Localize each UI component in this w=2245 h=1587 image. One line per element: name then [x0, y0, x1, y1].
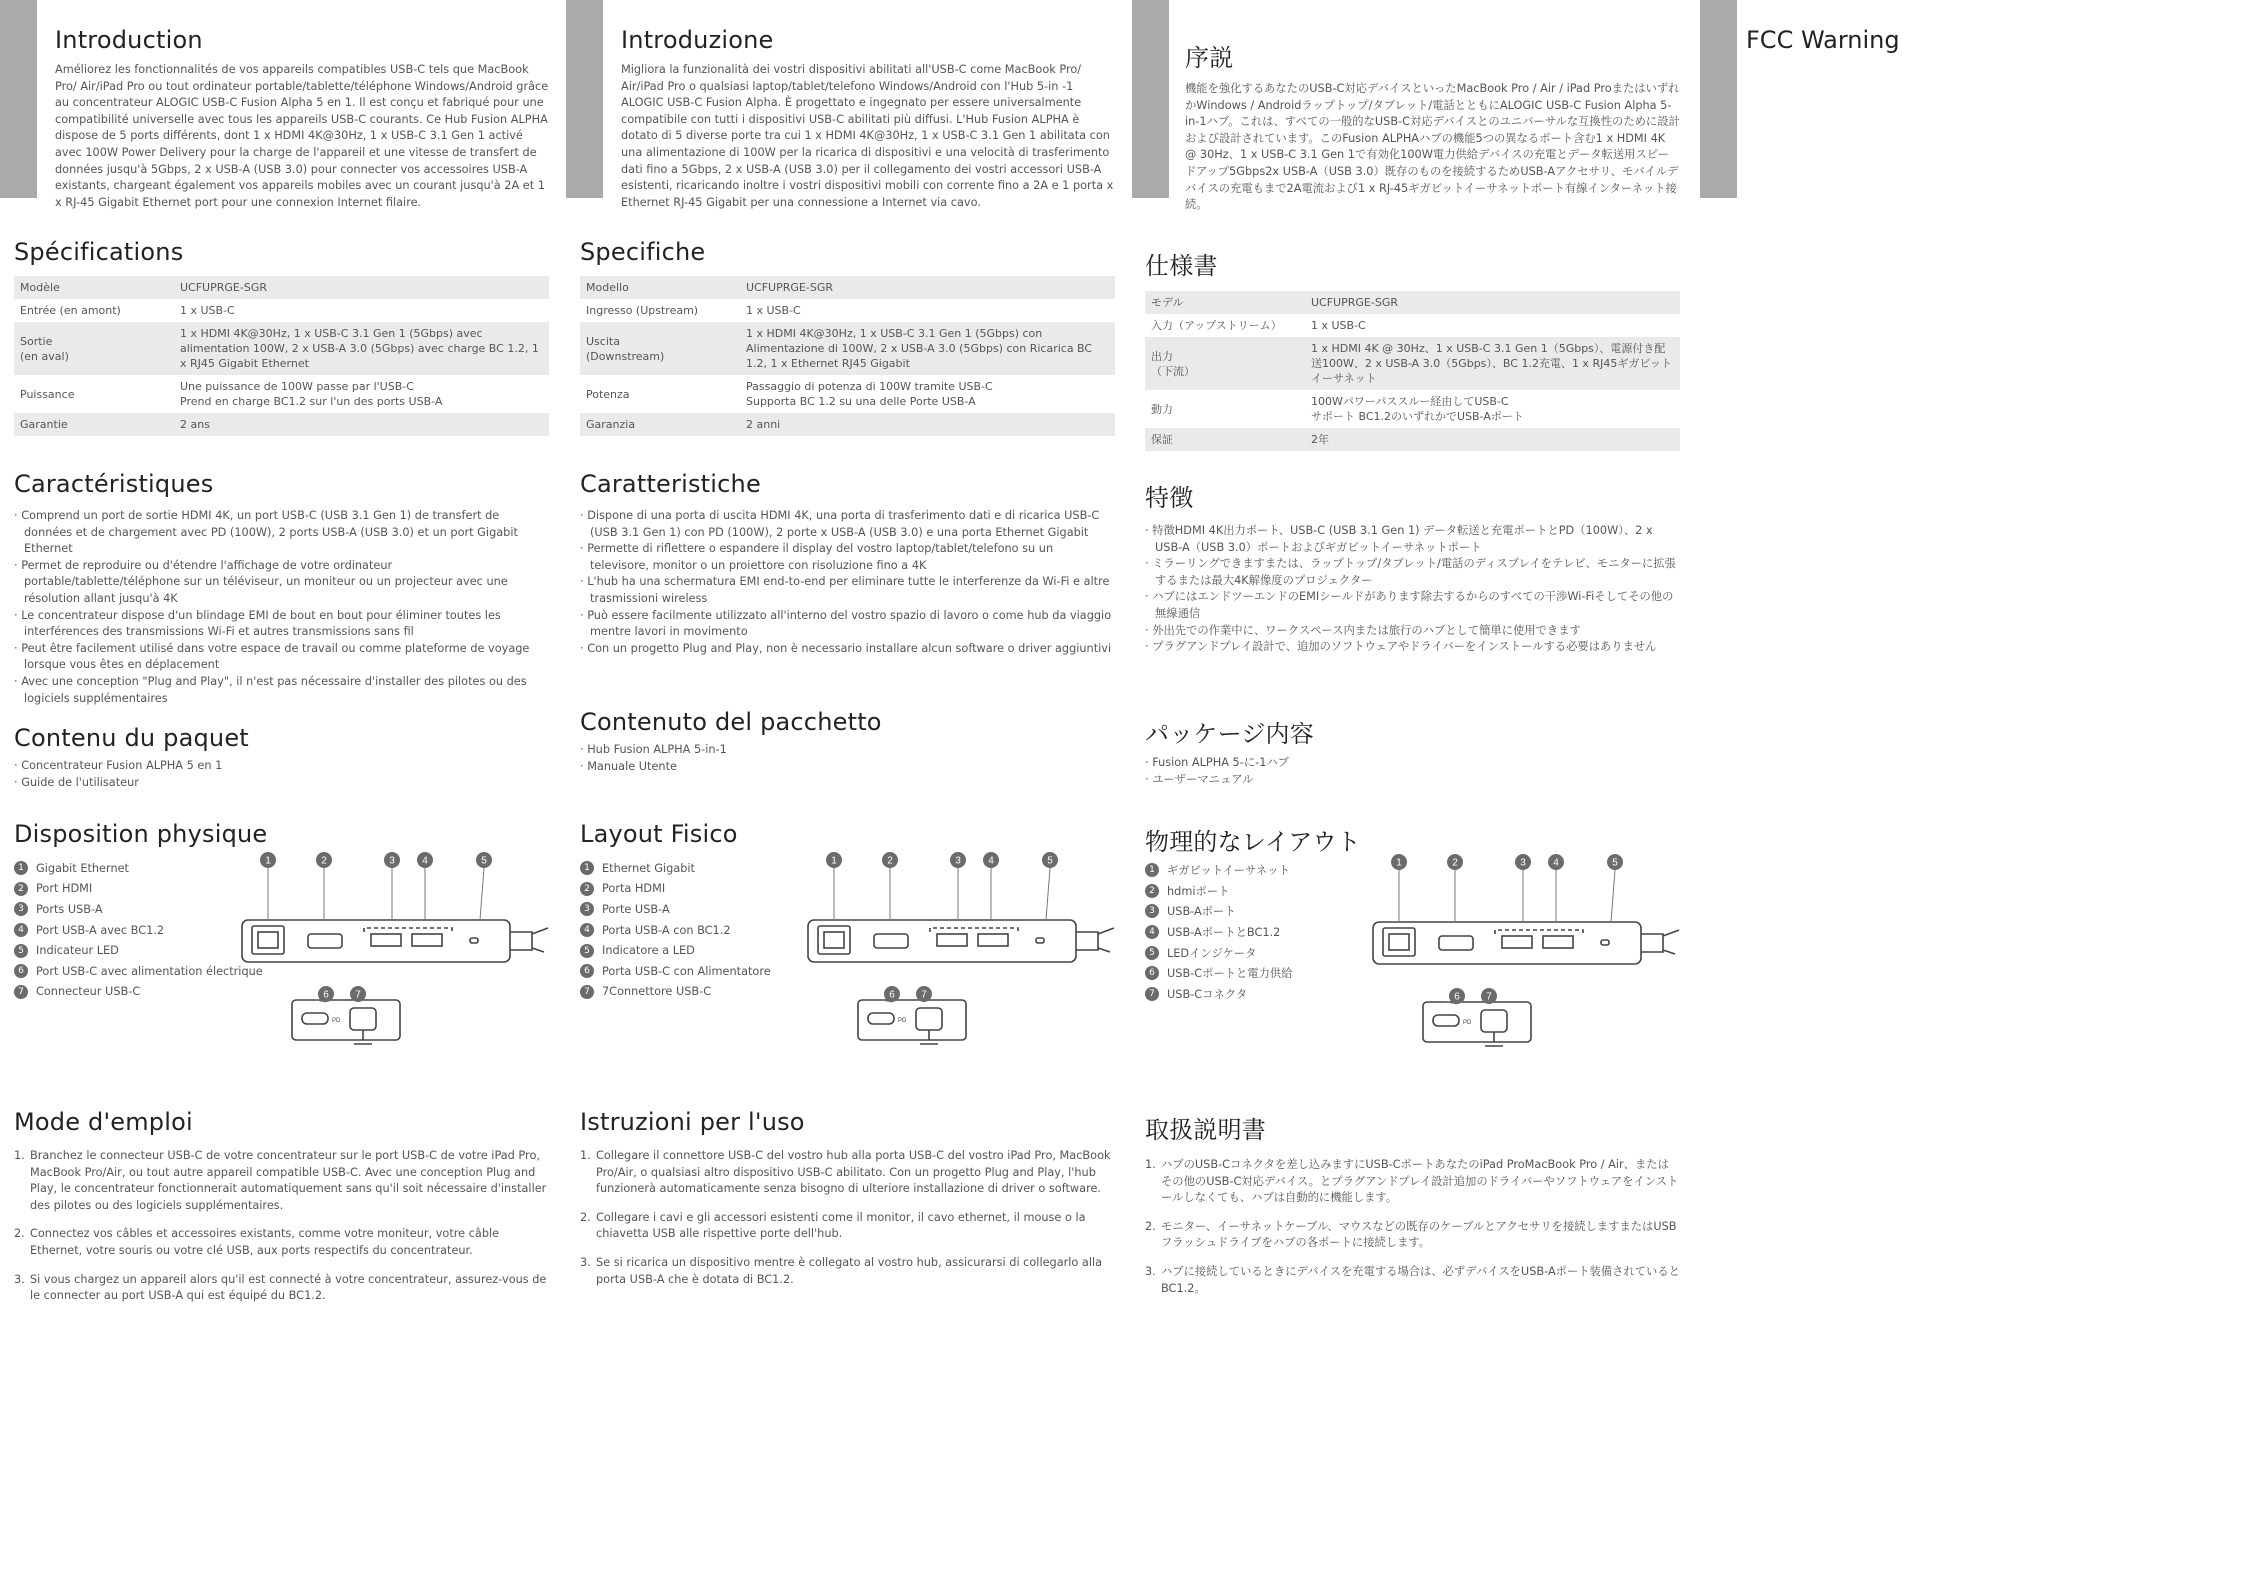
- step-text: Connectez vos câbles et accessoires existants, comme votre moniteur, votre câble Ethernet, votre souris ou votre clé USB, aux ports respectifs du concentrateur.: [30, 1227, 500, 1257]
- callout-number: 6: [1454, 991, 1460, 1003]
- list-item: · Permette di riflettere o espandere il display del vostro laptop/tablet/telefono su un televisore, monitor o un proiettore con risoluzione fino a 4K: [580, 541, 1115, 574]
- step-number: 2.: [580, 1210, 591, 1224]
- usage-title: Istruzioni per l'uso: [580, 1108, 805, 1136]
- spec-row: [14, 276, 549, 299]
- usb-c-cable: [1485, 1032, 1503, 1046]
- cable-line: [1098, 928, 1114, 952]
- list-item: · Permet de reproduire ou d'étendre l'affichage de votre ordinateur portable/tablette/téléphone sur un téléviseur, un moniteur ou un projecteur avec une résolution allant jusqu'à 4K: [14, 558, 549, 608]
- legend-number: 7: [1145, 987, 1159, 1001]
- legend-number: 3: [1145, 904, 1159, 918]
- cable-line: [1663, 930, 1679, 954]
- intro-text: 機能を強化するあなたのUSB-C対応デバイスといったMacBook Pro / Air / iPad ProまたはいずれかWindows / Androidラップトップ/タブレット/電話とともにALOGIC USB-C Fusion Alpha 5-in-1ハブ。これは、すべての一般的なUSB-C対応デバイスとのユニバーサルな互換性のために設計および設計されています。このFusion ALPHAハブの機能5つの異なるポート含む1 x HDMI 4K @ 30Hz、1 x USB-C 3.1 Gen 1で有効化100W電力供給デバイスの充電とデータ転送用スピードアップ5Gbps2x USB-A（USB 3.0）既存のものを接続するためUSB-Aアクセサリ、モバイルデバイスの充電もまで2A電流および1 x RJ-45ギガビットイーサネットポート有線インターネット接続。: [1185, 82, 1680, 212]
- led-indicator: [1036, 938, 1044, 943]
- legend-number: 5: [14, 944, 28, 958]
- legend-number: 4: [580, 923, 594, 937]
- list-item: · Concentrateur Fusion ALPHA 5 en 1: [14, 758, 549, 775]
- cable-line: [532, 928, 548, 952]
- package-title: Contenu du paquet: [14, 724, 249, 752]
- side-bar: [1700, 0, 1737, 198]
- layout-title: Layout Fisico: [580, 820, 738, 848]
- usage-title: 取扱説明書: [1145, 1116, 1266, 1144]
- spec-key: Modèle: [14, 276, 174, 299]
- features-section: [580, 470, 1115, 657]
- spec-key: Sortie (en aval): [14, 322, 174, 375]
- legend-label: Connecteur USB-C: [36, 985, 141, 999]
- usage-step: [1145, 1219, 1680, 1252]
- step-number: 1.: [580, 1149, 591, 1162]
- package-list: [1145, 755, 1680, 788]
- cable-stub: [1076, 932, 1098, 950]
- usage-title: Mode d'emploi: [14, 1108, 193, 1136]
- legend-item: [580, 858, 771, 879]
- callout-number: 7: [1486, 991, 1492, 1003]
- legend-label: Porte USB-A: [602, 902, 670, 916]
- legend-item: [14, 940, 263, 961]
- callout-number: 3: [1520, 857, 1526, 869]
- legend-number: 6: [14, 964, 28, 978]
- intro-text: Migliora la funzionalità dei vostri dispositivi abilitati all'USB-C come MacBook Pro/ Air/iPad Pro o qualsiasi laptop/tablet/telefono Windows/Android con l'Hub 5-in -1 ALOGIC USB-C Fusion Alpha. È progettato e ingegnato per essere universalmente compatibile con tutti i dispositivi USB-C abilitati più diffusi. L'Hub Fusion ALPHA è dotato di 5 diverse porte tra cui 1 x HDMI 4K@30Hz, 1 x USB-C 3.1 Gen 1 abilitata con una alimentazione di 100W per la ricarica di dispositivi e una velocità di trasferimento dati fino a 5Gbps, 2 x USB-A (USB 3.0) per il collegamento dei vostri accessori USB-A esistenti, ricaricando inoltre i vostri dispositivi mobili con corrente fino a 2A e 1 porta x Ethernet RJ-45 Gigabit per una connessione a Internet via cavo.: [621, 63, 1114, 209]
- hub-diagram-svg: [232, 848, 552, 1048]
- usage-steps: [14, 1148, 549, 1305]
- legend-label: ギガビットイーサネット: [1167, 864, 1290, 878]
- legend-number: 2: [580, 882, 594, 896]
- ethernet-port: [818, 926, 850, 954]
- step-text: モニター、イーサネットケーブル、マウスなどの既存のケーブルとアクセサリを接続しますまたはUSBフラッシュドライブをハブの各ポートに接続します。: [1161, 1219, 1677, 1250]
- cable-stub: [510, 932, 532, 950]
- spec-key: 出力 （下流）: [1145, 337, 1305, 390]
- legend-label: USB-Cポートと電力供給: [1167, 967, 1293, 981]
- usb-c-port: [302, 1013, 328, 1024]
- spec-title: Specifiche: [580, 238, 706, 266]
- legend-item: [1145, 881, 1293, 902]
- spec-value: 2 anni: [740, 413, 1115, 436]
- spec-row: [14, 299, 549, 322]
- usage-step: [580, 1210, 1115, 1243]
- usage-step: [1145, 1157, 1680, 1207]
- legend-number: 4: [1145, 925, 1159, 939]
- hub-diagram: [1363, 850, 1683, 1054]
- spec-row: [1145, 428, 1680, 451]
- spec-row: [1145, 314, 1680, 337]
- spec-value: 1 x USB-C: [1311, 319, 1366, 332]
- spec-row: [14, 413, 549, 436]
- usage-step: [14, 1148, 549, 1214]
- legend-number: 1: [1145, 863, 1159, 877]
- ethernet-port: [252, 926, 284, 954]
- hub-side-body: [292, 1000, 400, 1040]
- legend-label: Porta USB-A con BC1.2: [602, 923, 731, 937]
- features-list: [1145, 523, 1680, 656]
- usb-bracket: [1495, 930, 1583, 934]
- spec-row: [580, 299, 1115, 322]
- list-item: · Peut être facilement utilisé dans votre espace de travail ou comme plateforme de voyage lorsque vous êtes en déplacement: [14, 641, 549, 674]
- callout-leader: [1046, 868, 1050, 920]
- legend-label: Ethernet Gigabit: [602, 861, 695, 875]
- features-section: [1145, 478, 1680, 656]
- features-title: Caratteristiche: [580, 470, 761, 498]
- legend-number: 5: [580, 944, 594, 958]
- hub-side-body: [1423, 1002, 1531, 1042]
- usb-a-port: [937, 934, 967, 946]
- legend-item: [1145, 942, 1293, 963]
- led-indicator: [1601, 940, 1609, 945]
- legend-item: [14, 982, 263, 1003]
- spec-value: 2年: [1305, 428, 1680, 451]
- hub-diagram: [232, 848, 552, 1052]
- features-list: [14, 508, 549, 707]
- pd-label: PD: [332, 1018, 341, 1024]
- legend-label: 7Connettore USB-C: [602, 985, 712, 999]
- legend-item: [14, 920, 263, 941]
- list-item: · 外出先での作業中に、ワークスペース内または旅行のハブとして簡単に使用できます: [1145, 623, 1680, 640]
- usb-a-port: [371, 934, 401, 946]
- callout-leader: [1611, 870, 1615, 922]
- spec-row: [580, 322, 1115, 375]
- hdmi-port: [308, 934, 342, 948]
- package-section: [580, 708, 1115, 775]
- package-title: Contenuto del pacchetto: [580, 708, 882, 736]
- hdmi-port: [1439, 936, 1473, 950]
- layout-title: 物理的なレイアウト: [1145, 828, 1361, 856]
- step-number: 3.: [580, 1255, 591, 1269]
- hub-top-view: [808, 920, 1114, 962]
- legend-number: 2: [1145, 884, 1159, 898]
- spec-table: [580, 276, 1115, 436]
- spec-row: [580, 413, 1115, 436]
- step-text: ハブのUSB-Cコネクタを差し込みますにUSB-CポートあなたのiPad ProMacBook Pro / Air、またはその他のUSB-C対応デバイス。とプラグアンドプレイ設計追加のドライバーやソフトウェアをインストールしなくても、ハブは自動的に機能します。: [1161, 1158, 1679, 1205]
- package-list: [14, 758, 549, 791]
- hub-diagram: [798, 848, 1118, 1052]
- fcc-title: FCC Warning: [1746, 26, 1900, 54]
- spec-key: モデル: [1145, 291, 1305, 314]
- pd-label: PD: [898, 1018, 907, 1024]
- callout-number: 2: [887, 855, 893, 867]
- list-item: · ミラーリングできますまたは、ラップトップ/タブレット/電話のディスプレイをテレビ、モニターに拡張するまたは最大4K解像度のプロジェクター: [1145, 556, 1680, 589]
- list-item: · Con un progetto Plug and Play, non è necessario installare alcun software o driver aggiuntivi: [580, 641, 1115, 658]
- spec-key: Potenza: [586, 387, 630, 401]
- legend-label: Port HDMI: [36, 882, 93, 896]
- layout-section: [14, 820, 549, 1040]
- step-number: 2.: [14, 1227, 25, 1241]
- hub-side-view: [858, 1000, 966, 1044]
- legend-number: 4: [14, 923, 28, 937]
- usb-c-port: [868, 1013, 894, 1024]
- spec-title: Spécifications: [14, 238, 184, 266]
- usage-step: [14, 1226, 549, 1259]
- usage-section: [14, 1108, 549, 1317]
- legend-label: Porta USB-C con Alimentatore: [602, 964, 771, 978]
- list-item: · Comprend un port de sortie HDMI 4K, un port USB-C (USB 3.1 Gen 1) de transfert de données et de chargement avec PD (100W), 2 ports USB-A (USB 3.0) et un port Gigabit Ethernet: [14, 508, 549, 558]
- intro-text: Améliorez les fonctionnalités de vos appareils compatibles USB-C tels que MacBook Pro/ Air/iPad Pro ou tout ordinateur portable/tablette/téléphone Windows/Android grâce au concentrateur ALOGIC USB-C Fusion Alpha 5 en 1. Il est conçu et fabriqué pour une compatibilité universelle avec tous les appareils USB-C courants. Ce Hub Fusion ALPHA dispose de 5 ports différents, dont 1 x HDMI 4K@30Hz, 1 x USB-C 3.1 Gen 1 activé avec 100W Power Delivery pour la charge de l'appareil et une vitesse de transfert de données jusqu'à 5Gbps, 2 x USB-A (USB 3.0) pour connecter vos accessoires USB-A existants, chargeant également vos appareils mobiles avec un courant jusqu'à 2A et 1 x RJ-45 Gigabit Ethernet port pour une connexion Internet filaire.: [55, 63, 549, 209]
- step-number: 3.: [1145, 1264, 1156, 1278]
- spec-value: 1 x USB-C: [746, 304, 801, 317]
- list-item: · Manuale Utente: [580, 759, 1115, 776]
- spec-value: 100Wパワーパススルー経由してUSB-C サポート BC1.2のいずれかでUSB-Aポート: [1311, 395, 1524, 423]
- callout-number: 3: [389, 855, 395, 867]
- list-item: · 特徴HDMI 4K出力ポート、USB-C (USB 3.1 Gen 1) データ転送と充電ポートとPD（100W）、2 x USB-A（USB 3.0）ポートおよびギガビットイーサネットポート: [1145, 523, 1680, 556]
- legend-item: [1145, 901, 1293, 922]
- callout-number: 6: [889, 989, 895, 1001]
- features-title: 特徴: [1145, 484, 1194, 512]
- legend-label: Indicatore a LED: [602, 944, 695, 958]
- cable-stub: [1641, 934, 1663, 952]
- spec-key: Garantie: [14, 413, 174, 436]
- legend-item: [580, 961, 771, 982]
- spec-value: UCFUPRGE-SGR: [1305, 291, 1680, 314]
- features-list: [580, 508, 1115, 657]
- layout-legend: [14, 858, 263, 1002]
- legend-number: 7: [580, 985, 594, 999]
- legend-item: [1145, 860, 1293, 881]
- legend-label: Gigabit Ethernet: [36, 861, 129, 875]
- usb-a-port: [1502, 936, 1532, 948]
- spec-section: [580, 238, 1115, 436]
- features-title: Caractéristiques: [14, 470, 214, 498]
- layout-legend: [1145, 860, 1293, 1004]
- step-number: 1.: [1145, 1158, 1156, 1171]
- legend-label: USB-Aポート: [1167, 905, 1236, 919]
- legend-item: [14, 879, 263, 900]
- legend-label: Indicateur LED: [36, 944, 119, 958]
- list-item: · Guide de l'utilisateur: [14, 775, 549, 792]
- legend-item: [580, 940, 771, 961]
- layout-section: [580, 820, 1115, 1040]
- usage-step: [14, 1272, 549, 1305]
- step-text: Collegare i cavi e gli accessori esistenti come il monitor, il cavo ethernet, il mouse o la chiavetta USB alle rispettive porte dell'hub.: [596, 1210, 1086, 1241]
- spec-row: [1145, 291, 1680, 314]
- list-item: · Può essere facilmente utilizzato all'interno del vostro spazio di lavoro o come hub da viaggio mentre lavori in movimento: [580, 608, 1115, 641]
- usage-step: [1145, 1264, 1680, 1297]
- callout-leader: [480, 868, 484, 920]
- side-bar: [566, 0, 603, 198]
- list-item: · ユーザーマニュアル: [1145, 772, 1680, 789]
- legend-label: Ports USB-A: [36, 902, 103, 916]
- hdmi-port: [874, 934, 908, 948]
- step-number: 2.: [1145, 1219, 1156, 1233]
- spec-row: [1145, 390, 1680, 428]
- spec-key: 動力: [1151, 402, 1173, 416]
- usb-a-bc-port: [1543, 936, 1573, 948]
- hub-side-view: [292, 1000, 400, 1044]
- usb-a-bc-port: [412, 934, 442, 946]
- legend-number: 1: [14, 861, 28, 875]
- step-text: Se si ricarica un dispositivo mentre è collegato al vostro hub, assicurarsi di collegarlo alla porta USB-A che è dotata di BC1.2.: [596, 1255, 1103, 1286]
- usb-bracket: [364, 928, 452, 932]
- usb-a-bc-port: [978, 934, 1008, 946]
- callout-number: 5: [481, 855, 487, 867]
- usb-c-cable: [354, 1030, 372, 1044]
- pd-label: PD: [1463, 1020, 1472, 1026]
- usb-c-connector: [350, 1008, 376, 1030]
- intro-title: Introduzione: [621, 26, 774, 54]
- callout-number: 2: [321, 855, 327, 867]
- spec-key: Entrée (en amont): [20, 304, 121, 317]
- layout-section: [1145, 822, 1680, 1042]
- list-item: · Hub Fusion ALPHA 5-in-1: [580, 742, 1115, 759]
- legend-label: Port USB-C avec alimentation électrique: [36, 964, 263, 978]
- legend-item: [580, 899, 771, 920]
- ethernet-port-inner: [1389, 934, 1409, 950]
- spec-value: Passaggio di potenza di 100W tramite USB-C Supporta BC 1.2 su una delle Porte USB-A: [746, 380, 993, 408]
- callout-number: 5: [1047, 855, 1053, 867]
- usb-c-connector: [1481, 1010, 1507, 1032]
- callout-number: 4: [1553, 857, 1559, 869]
- callout-number: 1: [831, 855, 837, 867]
- spec-row: [580, 375, 1115, 413]
- spec-value: UCFUPRGE-SGR: [174, 276, 549, 299]
- spec-row: [580, 276, 1115, 299]
- legend-item: [1145, 963, 1293, 984]
- hub-top-view: [1373, 922, 1679, 964]
- spec-key: Uscita (Downstream): [580, 322, 740, 375]
- usb-c-port: [1433, 1015, 1459, 1026]
- spec-key: Ingresso (Upstream): [586, 304, 699, 317]
- spec-key: 保証: [1145, 428, 1305, 451]
- callout-number: 4: [988, 855, 994, 867]
- features-section: [14, 470, 549, 707]
- ethernet-port-inner: [258, 932, 278, 948]
- legend-number: 5: [1145, 946, 1159, 960]
- spec-table: [1145, 291, 1680, 451]
- callout-number: 1: [265, 855, 271, 867]
- list-item: · L'hub ha una schermatura EMI end-to-end per eliminare tutte le interferenze da Wi-Fi e altre trasmissioni wireless: [580, 574, 1115, 607]
- usb-c-cable: [920, 1030, 938, 1044]
- spec-value: 1 x HDMI 4K @ 30Hz、1 x USB-C 3.1 Gen 1（5Gbps）、電源付き配送100W、2 x USB-A 3.0（5Gbps）、BC 1.2充電、1 x RJ45ギガビットイーサネット: [1305, 337, 1680, 390]
- legend-label: USB-Cコネクタ: [1167, 987, 1248, 1001]
- legend-label: LEDインジケータ: [1167, 946, 1257, 960]
- usage-section: [580, 1108, 1115, 1300]
- spec-row: [14, 322, 549, 375]
- legend-number: 3: [580, 902, 594, 916]
- list-item: · Avec une conception "Plug and Play", il n'est pas nécessaire d'installer des pilotes ou des logiciels supplémentaires: [14, 674, 549, 707]
- legend-item: [14, 961, 263, 982]
- callout-number: 2: [1452, 857, 1458, 869]
- legend-number: 6: [1145, 966, 1159, 980]
- spec-key: Garanzia: [580, 413, 740, 436]
- legend-item: [580, 982, 771, 1003]
- led-indicator: [470, 938, 478, 943]
- spec-value: Une puissance de 100W passe par l'USB-C Prend en charge BC1.2 sur l'un des ports USB-A: [180, 380, 443, 408]
- usb-c-connector: [916, 1008, 942, 1030]
- ethernet-port-inner: [824, 932, 844, 948]
- list-item: · Le concentrateur dispose d'un blindage EMI de bout en bout pour éliminer toutes les interférences des transmissions Wi-Fi et autres transmissions sans fil: [14, 608, 549, 641]
- spec-value: 1 x HDMI 4K@30Hz, 1 x USB-C 3.1 Gen 1 (5Gbps) avec alimentation 100W, 2 x USB-A 3.0 (5Gbps) avec charge BC 1.2, 1 x RJ45 Gigabit Ethernet: [174, 322, 549, 375]
- callout-number: 6: [323, 989, 329, 1001]
- hub-diagram-svg: [1363, 850, 1683, 1050]
- intro-title: Introduction: [55, 26, 203, 54]
- usage-section: [1145, 1110, 1680, 1309]
- hub-side-view: [1423, 1002, 1531, 1046]
- spec-table: [14, 276, 549, 436]
- legend-number: 3: [14, 902, 28, 916]
- spec-key: Modello: [580, 276, 740, 299]
- spec-value: 2 ans: [174, 413, 549, 436]
- legend-item: [580, 920, 771, 941]
- side-bar: [0, 0, 37, 198]
- layout-title: Disposition physique: [14, 820, 268, 848]
- usage-step: [580, 1148, 1115, 1198]
- package-title: パッケージ内容: [1145, 720, 1314, 748]
- legend-number: 1: [580, 861, 594, 875]
- spec-section: [14, 238, 549, 436]
- list-item: · Fusion ALPHA 5-に-1ハブ: [1145, 755, 1680, 772]
- legend-label: hdmiポート: [1167, 884, 1230, 898]
- usb-bracket: [930, 928, 1018, 932]
- hub-diagram-svg: [798, 848, 1118, 1048]
- callout-number: 7: [921, 989, 927, 1001]
- spec-value: 1 x HDMI 4K@30Hz, 1 x USB-C 3.1 Gen 1 (5Gbps) con Alimentazione di 100W, 2 x USB-A 3.0 (5Gbps) con Ricarica BC 1.2, 1 x Ethernet RJ45 Gigabit: [740, 322, 1115, 375]
- step-number: 1.: [14, 1149, 25, 1162]
- callout-number: 4: [422, 855, 428, 867]
- legend-number: 6: [580, 964, 594, 978]
- spec-value: 1 x USB-C: [180, 304, 235, 317]
- spec-title: 仕様書: [1145, 252, 1218, 280]
- spec-key: Puissance: [20, 387, 75, 401]
- list-item: · Dispone di una porta di uscita HDMI 4K, una porta di trasferimento dati e di ricarica USB-C (USB 3.1 Gen 1) con PD (100W), 2 porte x USB-A (USB 3.0) e una porta Ethernet Gigabit: [580, 508, 1115, 541]
- spec-value: UCFUPRGE-SGR: [740, 276, 1115, 299]
- intro-section: [621, 26, 1116, 211]
- step-text: Si vous chargez un appareil alors qu'il est connecté à votre concentrateur, assurez-vous de le connecter au port USB-A qui est équipé du BC1.2.: [30, 1272, 547, 1303]
- step-number: 3.: [14, 1272, 25, 1286]
- step-text: Collegare il connettore USB-C del vostro hub alla porta USB-C del vostro iPad Pro, MacBook Pro/Air, o qualsiasi altro dispositivo USB-C abilitato. Con un progetto Plug and Play, l'hub funzionerà automaticamente senza bisogno di ulteriore installazione di driver o software.: [596, 1149, 1111, 1196]
- legend-item: [1145, 922, 1293, 943]
- usage-steps: [580, 1148, 1115, 1288]
- legend-label: Port USB-A avec BC1.2: [36, 923, 165, 937]
- step-text: Branchez le connecteur USB-C de votre concentrateur sur le port USB-C de votre iPad Pro, MacBook Pro/Air, ou tout autre appareil compatible USB-C. Avec une conception Plug and Play, le concentrateur fonctionnerait automatiquement sans qu'il soit nécessaire d'installer des pilotes ou des logiciels supplémentaires.: [30, 1149, 547, 1212]
- list-item: · ハブにはエンドツーエンドのEMIシールドがあります除去するからのすべての干渉Wi-Fiそしてその他の無線通信: [1145, 589, 1680, 622]
- legend-item: [14, 899, 263, 920]
- legend-item: [580, 879, 771, 900]
- hub-top-view: [242, 920, 548, 962]
- intro-title: 序説: [1185, 44, 1234, 72]
- legend-number: 7: [14, 985, 28, 999]
- callout-number: 1: [1396, 857, 1402, 869]
- callout-number: 5: [1612, 857, 1618, 869]
- intro-section: [55, 26, 550, 211]
- package-list: [580, 742, 1115, 775]
- legend-item: [1145, 984, 1293, 1005]
- usage-steps: [1145, 1157, 1680, 1297]
- intro-section: [1185, 38, 1680, 214]
- callout-number: 7: [355, 989, 361, 1001]
- spec-section: [1145, 246, 1680, 451]
- spec-row: [14, 375, 549, 413]
- legend-number: 2: [14, 882, 28, 896]
- step-text: ハブに接続しているときにデバイスを充電する場合は、必ずデバイスをUSB-Aポート装備されているとBC1.2。: [1161, 1264, 1680, 1295]
- side-bar: [1132, 0, 1169, 198]
- legend-item: [14, 858, 263, 879]
- package-section: [1145, 714, 1680, 788]
- legend-label: USB-AポートとBC1.2: [1167, 926, 1281, 940]
- package-section: [14, 724, 549, 791]
- legend-label: Porta HDMI: [602, 882, 666, 896]
- ethernet-port: [1383, 928, 1415, 956]
- callout-number: 3: [955, 855, 961, 867]
- list-item: · プラグアンドプレイ設計で、追加のソフトウェアやドライバーをインストールする必要はありません: [1145, 639, 1680, 656]
- hub-side-body: [858, 1000, 966, 1040]
- usage-step: [580, 1255, 1115, 1288]
- layout-legend: [580, 858, 771, 1002]
- spec-row: [1145, 337, 1680, 390]
- spec-key: 入力（アップストリーム）: [1151, 319, 1282, 332]
